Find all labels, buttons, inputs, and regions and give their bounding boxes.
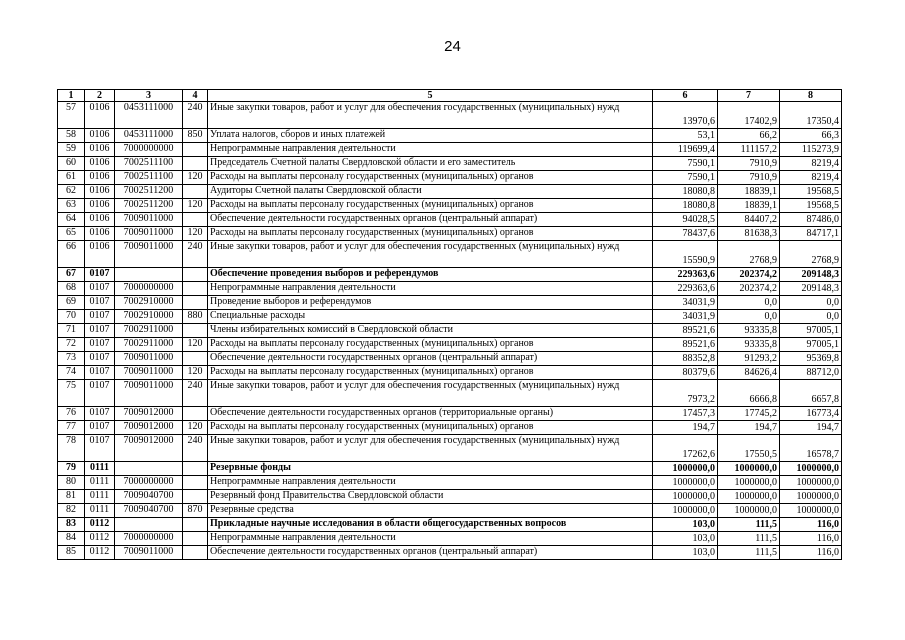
- table-row: [58, 102, 842, 129]
- section-code: 0111: [85, 476, 115, 490]
- value-col-8: 0,0: [780, 296, 842, 310]
- expense-type-code: [183, 490, 208, 504]
- value-col-7: 202374,2: [718, 282, 780, 296]
- value-col-6: 13970,6: [653, 102, 718, 129]
- row-number: 80: [58, 476, 85, 490]
- row-number: 71: [58, 324, 85, 338]
- row-number: 84: [58, 532, 85, 546]
- value-col-6: 194,7: [653, 421, 718, 435]
- row-number: 70: [58, 310, 85, 324]
- target-code: 7009012000: [115, 435, 183, 462]
- expense-type-code: [183, 268, 208, 282]
- section-code: 0112: [85, 518, 115, 532]
- section-code: 0107: [85, 310, 115, 324]
- target-code: 7002911000: [115, 338, 183, 352]
- expense-type-code: 880: [183, 310, 208, 324]
- row-number: 78: [58, 435, 85, 462]
- value-col-7: 93335,8: [718, 324, 780, 338]
- value-col-6: 18080,8: [653, 185, 718, 199]
- row-name: Обеспечение деятельности государственных органов (центральный аппарат): [208, 213, 653, 227]
- value-col-8: 2768,9: [780, 241, 842, 268]
- target-code: 7002911000: [115, 324, 183, 338]
- row-name: Иные закупки товаров, работ и услуг для обеспечения государственных (муниципальных) нужд: [208, 435, 653, 462]
- target-code: [115, 518, 183, 532]
- table-row: [58, 199, 842, 213]
- row-number: 83: [58, 518, 85, 532]
- header-col-7: 7: [718, 90, 780, 102]
- row-number: 57: [58, 102, 85, 129]
- row-name: Иные закупки товаров, работ и услуг для обеспечения государственных (муниципальных) нужд: [208, 241, 653, 268]
- expense-type-code: [183, 296, 208, 310]
- section-code: 0107: [85, 338, 115, 352]
- value-col-6: 88352,8: [653, 352, 718, 366]
- table-row: [58, 490, 842, 504]
- target-code: 7002511200: [115, 199, 183, 213]
- section-code: 0107: [85, 435, 115, 462]
- section-code: 0111: [85, 504, 115, 518]
- row-name: Резервные средства: [208, 504, 653, 518]
- header-col-8: 8: [780, 90, 842, 102]
- value-col-7: 0,0: [718, 310, 780, 324]
- target-code: 7002511100: [115, 171, 183, 185]
- section-code: 0106: [85, 227, 115, 241]
- row-number: 64: [58, 213, 85, 227]
- expense-type-code: 120: [183, 171, 208, 185]
- value-col-7: 18839,1: [718, 185, 780, 199]
- row-name: Непрограммные направления деятельности: [208, 476, 653, 490]
- value-col-7: 111157,2: [718, 143, 780, 157]
- row-name: Непрограммные направления деятельности: [208, 532, 653, 546]
- section-code: 0106: [85, 213, 115, 227]
- target-code: [115, 268, 183, 282]
- table-row: [58, 241, 842, 268]
- row-number: 74: [58, 366, 85, 380]
- row-name: Расходы на выплаты персоналу государственных (муниципальных) органов: [208, 338, 653, 352]
- header-col-5: 5: [208, 90, 653, 102]
- expense-type-code: [183, 213, 208, 227]
- value-col-7: 17745,2: [718, 407, 780, 421]
- section-code: 0112: [85, 546, 115, 560]
- table-row: [58, 324, 842, 338]
- value-col-7: 84407,2: [718, 213, 780, 227]
- target-code: 7002511100: [115, 157, 183, 171]
- target-code: 7002910000: [115, 296, 183, 310]
- row-name: Расходы на выплаты персоналу государственных (муниципальных) органов: [208, 227, 653, 241]
- section-code: 0106: [85, 143, 115, 157]
- table-row: [58, 310, 842, 324]
- value-col-8: 194,7: [780, 421, 842, 435]
- expense-type-code: [183, 143, 208, 157]
- header-col-1: 1: [58, 90, 85, 102]
- value-col-7: 1000000,0: [718, 490, 780, 504]
- value-col-7: 6666,8: [718, 380, 780, 407]
- target-code: 0453111000: [115, 129, 183, 143]
- value-col-8: 1000000,0: [780, 490, 842, 504]
- value-col-8: 115273,9: [780, 143, 842, 157]
- table-row: [58, 532, 842, 546]
- row-name: Иные закупки товаров, работ и услуг для обеспечения государственных (муниципальных) нужд: [208, 102, 653, 129]
- expense-type-code: 240: [183, 435, 208, 462]
- table-row: [58, 435, 842, 462]
- row-number: 63: [58, 199, 85, 213]
- section-code: 0112: [85, 532, 115, 546]
- target-code: [115, 462, 183, 476]
- expense-type-code: 240: [183, 102, 208, 129]
- section-code: 0107: [85, 324, 115, 338]
- table-row: [58, 129, 842, 143]
- value-col-6: 53,1: [653, 129, 718, 143]
- value-col-7: 194,7: [718, 421, 780, 435]
- value-col-8: 95369,8: [780, 352, 842, 366]
- expense-type-code: [183, 462, 208, 476]
- table-row: [58, 546, 842, 560]
- table-row: [58, 296, 842, 310]
- target-code: 7000000000: [115, 282, 183, 296]
- value-col-7: 93335,8: [718, 338, 780, 352]
- section-code: 0106: [85, 241, 115, 268]
- row-number: 76: [58, 407, 85, 421]
- value-col-7: 91293,2: [718, 352, 780, 366]
- value-col-6: 78437,6: [653, 227, 718, 241]
- value-col-8: 97005,1: [780, 338, 842, 352]
- value-col-8: 16773,4: [780, 407, 842, 421]
- table-row: [58, 462, 842, 476]
- value-col-6: 1000000,0: [653, 476, 718, 490]
- row-number: 66: [58, 241, 85, 268]
- expense-type-code: [183, 476, 208, 490]
- table-row: [58, 407, 842, 421]
- value-col-8: 1000000,0: [780, 476, 842, 490]
- expense-type-code: 120: [183, 366, 208, 380]
- section-code: 0106: [85, 129, 115, 143]
- row-name: Непрограммные направления деятельности: [208, 143, 653, 157]
- section-code: 0107: [85, 268, 115, 282]
- table-body: [58, 102, 842, 560]
- expense-type-code: [183, 157, 208, 171]
- row-number: 72: [58, 338, 85, 352]
- row-name: Резервные фонды: [208, 462, 653, 476]
- row-number: 85: [58, 546, 85, 560]
- value-col-6: 89521,6: [653, 338, 718, 352]
- row-name: Обеспечение деятельности государственных органов (центральный аппарат): [208, 546, 653, 560]
- value-col-6: 103,0: [653, 518, 718, 532]
- section-code: 0111: [85, 490, 115, 504]
- expense-type-code: [183, 324, 208, 338]
- value-col-8: 87486,0: [780, 213, 842, 227]
- target-code: 7009011000: [115, 380, 183, 407]
- target-code: 7009011000: [115, 352, 183, 366]
- value-col-8: 17350,4: [780, 102, 842, 129]
- table-row: [58, 143, 842, 157]
- row-name: Обеспечение проведения выборов и референдумов: [208, 268, 653, 282]
- table-row: [58, 157, 842, 171]
- row-number: 82: [58, 504, 85, 518]
- row-name: Расходы на выплаты персоналу государственных (муниципальных) органов: [208, 421, 653, 435]
- table-row: [58, 282, 842, 296]
- value-col-7: 111,5: [718, 518, 780, 532]
- target-code: 7009040700: [115, 504, 183, 518]
- row-number: 73: [58, 352, 85, 366]
- row-number: 68: [58, 282, 85, 296]
- expense-type-code: 120: [183, 338, 208, 352]
- value-col-6: 1000000,0: [653, 462, 718, 476]
- value-col-6: 103,0: [653, 546, 718, 560]
- row-name: Расходы на выплаты персоналу государственных (муниципальных) органов: [208, 366, 653, 380]
- value-col-8: 116,0: [780, 518, 842, 532]
- target-code: 7009012000: [115, 407, 183, 421]
- value-col-6: 17457,3: [653, 407, 718, 421]
- value-col-6: 34031,9: [653, 310, 718, 324]
- row-name: Уплата налогов, сборов и иных платежей: [208, 129, 653, 143]
- value-col-6: 229363,6: [653, 268, 718, 282]
- expense-type-code: [183, 282, 208, 296]
- expense-type-code: 120: [183, 227, 208, 241]
- table-row: [58, 338, 842, 352]
- table-row: [58, 171, 842, 185]
- table-row: [58, 352, 842, 366]
- page-number: 24: [444, 38, 461, 55]
- target-code: 7002511200: [115, 185, 183, 199]
- row-name: Члены избирательных комиссий в Свердловской области: [208, 324, 653, 338]
- target-code: 7000000000: [115, 476, 183, 490]
- row-name: Аудиторы Счетной палаты Свердловской области: [208, 185, 653, 199]
- expense-type-code: [183, 185, 208, 199]
- table-row: [58, 518, 842, 532]
- value-col-8: 19568,5: [780, 185, 842, 199]
- value-col-7: 0,0: [718, 296, 780, 310]
- table-row: [58, 504, 842, 518]
- section-code: 0107: [85, 380, 115, 407]
- section-code: 0106: [85, 157, 115, 171]
- section-code: 0107: [85, 421, 115, 435]
- value-col-8: 66,3: [780, 129, 842, 143]
- value-col-7: 1000000,0: [718, 504, 780, 518]
- value-col-6: 94028,5: [653, 213, 718, 227]
- row-name: Председатель Счетной палаты Свердловской области и его заместитель: [208, 157, 653, 171]
- value-col-7: 17402,9: [718, 102, 780, 129]
- value-col-8: 88712,0: [780, 366, 842, 380]
- value-col-6: 1000000,0: [653, 504, 718, 518]
- value-col-8: 209148,3: [780, 282, 842, 296]
- expense-type-code: 850: [183, 129, 208, 143]
- table-row: [58, 268, 842, 282]
- value-col-6: 80379,6: [653, 366, 718, 380]
- row-name: Проведение выборов и референдумов: [208, 296, 653, 310]
- table-row: [58, 380, 842, 407]
- target-code: 7009012000: [115, 421, 183, 435]
- value-col-8: 116,0: [780, 546, 842, 560]
- value-col-7: 111,5: [718, 546, 780, 560]
- table-row: [58, 476, 842, 490]
- value-col-8: 19568,5: [780, 199, 842, 213]
- section-code: 0107: [85, 282, 115, 296]
- value-col-6: 15590,9: [653, 241, 718, 268]
- row-number: 67: [58, 268, 85, 282]
- expense-type-code: 240: [183, 380, 208, 407]
- target-code: 7009011000: [115, 241, 183, 268]
- table-row: [58, 366, 842, 380]
- row-name: Обеспечение деятельности государственных органов (территориальные органы): [208, 407, 653, 421]
- expense-type-code: [183, 546, 208, 560]
- row-number: 61: [58, 171, 85, 185]
- value-col-6: 34031,9: [653, 296, 718, 310]
- row-name: Резервный фонд Правительства Свердловской области: [208, 490, 653, 504]
- expense-type-code: 870: [183, 504, 208, 518]
- expense-type-code: [183, 532, 208, 546]
- value-col-7: 84626,4: [718, 366, 780, 380]
- value-col-8: 116,0: [780, 532, 842, 546]
- header-col-6: 6: [653, 90, 718, 102]
- row-name: Прикладные научные исследования в области общегосударственных вопросов: [208, 518, 653, 532]
- row-name: Расходы на выплаты персоналу государственных (муниципальных) органов: [208, 171, 653, 185]
- table-row: [58, 227, 842, 241]
- target-code: 7009011000: [115, 227, 183, 241]
- target-code: 7009011000: [115, 213, 183, 227]
- table-row: [58, 421, 842, 435]
- value-col-8: 84717,1: [780, 227, 842, 241]
- header-col-4: 4: [183, 90, 208, 102]
- value-col-6: 17262,6: [653, 435, 718, 462]
- value-col-6: 7590,1: [653, 171, 718, 185]
- expense-type-code: 120: [183, 421, 208, 435]
- row-number: 62: [58, 185, 85, 199]
- expense-type-code: [183, 407, 208, 421]
- value-col-7: 2768,9: [718, 241, 780, 268]
- value-col-6: 229363,6: [653, 282, 718, 296]
- value-col-8: 8219,4: [780, 171, 842, 185]
- row-name: Непрограммные направления деятельности: [208, 282, 653, 296]
- section-code: 0107: [85, 407, 115, 421]
- value-col-6: 89521,6: [653, 324, 718, 338]
- value-col-7: 17550,5: [718, 435, 780, 462]
- value-col-8: 8219,4: [780, 157, 842, 171]
- section-code: 0107: [85, 296, 115, 310]
- row-number: 60: [58, 157, 85, 171]
- row-number: 59: [58, 143, 85, 157]
- value-col-6: 18080,8: [653, 199, 718, 213]
- value-col-6: 7590,1: [653, 157, 718, 171]
- value-col-6: 7973,2: [653, 380, 718, 407]
- value-col-7: 1000000,0: [718, 462, 780, 476]
- section-code: 0107: [85, 352, 115, 366]
- table-row: [58, 185, 842, 199]
- expense-type-code: 120: [183, 199, 208, 213]
- target-code: 7000000000: [115, 532, 183, 546]
- table-row: [58, 213, 842, 227]
- expense-type-code: [183, 518, 208, 532]
- value-col-8: 0,0: [780, 310, 842, 324]
- section-code: 0106: [85, 102, 115, 129]
- row-name: Расходы на выплаты персоналу государственных (муниципальных) органов: [208, 199, 653, 213]
- target-code: 7000000000: [115, 143, 183, 157]
- value-col-8: 16578,7: [780, 435, 842, 462]
- value-col-7: 66,2: [718, 129, 780, 143]
- section-code: 0106: [85, 185, 115, 199]
- row-name: Обеспечение деятельности государственных органов (центральный аппарат): [208, 352, 653, 366]
- target-code: 7002910000: [115, 310, 183, 324]
- section-code: 0106: [85, 171, 115, 185]
- target-code: 7009011000: [115, 546, 183, 560]
- target-code: 7009040700: [115, 490, 183, 504]
- value-col-7: 1000000,0: [718, 476, 780, 490]
- expense-type-code: [183, 352, 208, 366]
- value-col-8: 6657,8: [780, 380, 842, 407]
- value-col-7: 7910,9: [718, 171, 780, 185]
- expense-type-code: 240: [183, 241, 208, 268]
- value-col-8: 209148,3: [780, 268, 842, 282]
- target-code: 0453111000: [115, 102, 183, 129]
- target-code: 7009011000: [115, 366, 183, 380]
- row-number: 81: [58, 490, 85, 504]
- row-number: 65: [58, 227, 85, 241]
- row-number: 58: [58, 129, 85, 143]
- value-col-8: 1000000,0: [780, 504, 842, 518]
- value-col-7: 202374,2: [718, 268, 780, 282]
- row-number: 79: [58, 462, 85, 476]
- row-number: 69: [58, 296, 85, 310]
- value-col-6: 119699,4: [653, 143, 718, 157]
- value-col-8: 1000000,0: [780, 462, 842, 476]
- value-col-7: 81638,3: [718, 227, 780, 241]
- row-number: 75: [58, 380, 85, 407]
- header-col-2: 2: [85, 90, 115, 102]
- value-col-6: 103,0: [653, 532, 718, 546]
- value-col-7: 111,5: [718, 532, 780, 546]
- table-header-row: [58, 90, 842, 102]
- header-col-3: 3: [115, 90, 183, 102]
- row-name: Иные закупки товаров, работ и услуг для обеспечения государственных (муниципальных) нужд: [208, 380, 653, 407]
- value-col-7: 18839,1: [718, 199, 780, 213]
- section-code: 0107: [85, 366, 115, 380]
- value-col-6: 1000000,0: [653, 490, 718, 504]
- row-number: 77: [58, 421, 85, 435]
- budget-table: [57, 89, 842, 560]
- row-name: Специальные расходы: [208, 310, 653, 324]
- value-col-8: 97005,1: [780, 324, 842, 338]
- section-code: 0111: [85, 462, 115, 476]
- value-col-7: 7910,9: [718, 157, 780, 171]
- section-code: 0106: [85, 199, 115, 213]
